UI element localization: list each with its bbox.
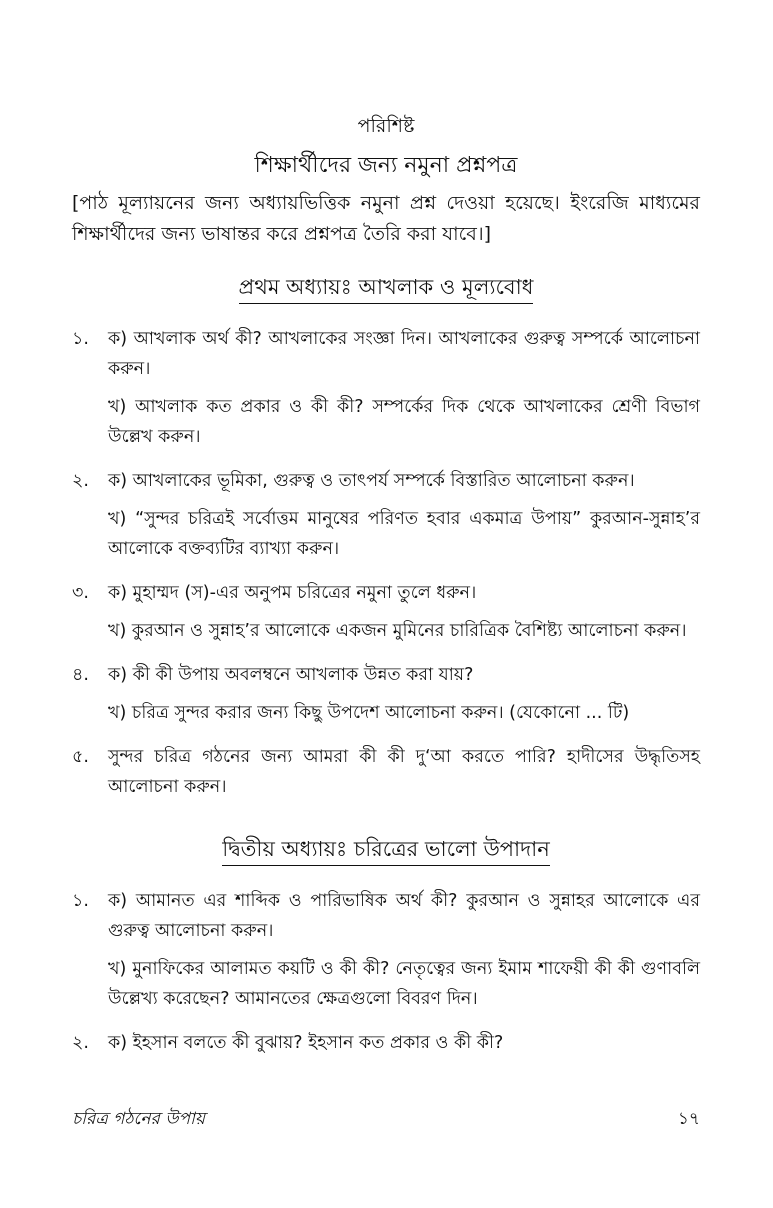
question-part: খ) মুনাফিকের আলামত কয়টি ও কী কী? নেতৃত্বের জন্য ইমাম শাফেয়ী কী কী গুণাবলি উল্লেখ্য করেছেন? আমানতের ক্ষেত্রগুলো বিবরণ দিন। bbox=[108, 959, 700, 1009]
question-number: ১. bbox=[72, 891, 89, 911]
question-number: ১. bbox=[72, 329, 89, 349]
document-page bbox=[72, 112, 700, 1090]
chapter-heading bbox=[72, 272, 700, 304]
question-part: ক) আখলাকের ভূমিকা, গুরুত্ব ও তাৎপর্য সম্পর্কে বিস্তারিত আলোচনা করুন। bbox=[108, 471, 635, 491]
question-number: ২. bbox=[72, 471, 89, 491]
question-body bbox=[108, 324, 700, 460]
question-number: ২. bbox=[72, 1033, 89, 1053]
question-part: খ) “সুন্দর চরিত্রই সর্বোত্তম মানুষের পরিণত হবার একমাত্র উপায়” কুরআন-সুন্নাহ’র আলোকে বক্তব্যটির ব্যাখ্যা করুন। bbox=[108, 509, 700, 559]
chapter-heading bbox=[72, 834, 700, 866]
intro-note: [পাঠ মূল্যায়নের জন্য অধ্যায়ভিত্তিক নমুনা প্রশ্ন দেওয়া হয়েছে। ইংরেজি মাধ্যমের শিক্ষার্থীদের জন্য ভাষান্তর করে প্রশ্নপত্র তৈরি করা যাবে।] bbox=[72, 192, 700, 245]
chapters-container bbox=[72, 272, 700, 1066]
question-item bbox=[72, 578, 700, 654]
question-body bbox=[108, 660, 700, 736]
question-body bbox=[108, 466, 700, 572]
question-part: খ) কুরআন ও সুন্নাহ’র আলোকে একজন মুমিনের চারিত্রিক বৈশিষ্ট্য আলোচনা করুন। bbox=[108, 621, 687, 641]
question-item bbox=[72, 324, 700, 460]
question-number: ৪. bbox=[72, 665, 89, 685]
question-part: সুন্দর চরিত্র গঠনের জন্য আমরা কী কী দু‘আ করতে পারি? হাদীসের উদ্ধৃতিসহ আলোচনা করুন। bbox=[108, 747, 700, 797]
question-part: খ) চরিত্র সুন্দর করার জন্য কিছু উপদেশ আলোচনা করুন। (যেকোনো ... টি) bbox=[108, 703, 630, 723]
chapter-heading-text: দ্বিতীয় অধ্যায়ঃ চরিত্রের ভালো উপাদান bbox=[222, 834, 550, 866]
question-number: ৫. bbox=[72, 747, 89, 767]
chapter-block bbox=[72, 272, 700, 810]
chapter-heading-text: প্রথম অধ্যায়ঃ আখলাক ও মূল্যবোধ bbox=[239, 272, 534, 304]
question-part: ক) কী কী উপায় অবলম্বনে আখলাক উন্নত করা যায়? bbox=[108, 665, 474, 685]
question-number: ৩. bbox=[72, 583, 89, 603]
appendix-label: পরিশিষ্ট bbox=[357, 115, 415, 137]
footer-book-title: চরিত্র গঠনের উপায় bbox=[72, 1109, 205, 1129]
question-item bbox=[72, 886, 700, 1022]
question-part: ক) আখলাক অর্থ কী? আখলাকের সংজ্ঞা দিন। আখলাকের গুরুত্ব সম্পর্কে আলোচনা করুন। bbox=[108, 329, 700, 379]
question-part: ক) ইহসান বলতে কী বুঝায়? ইহসান কত প্রকার ও কী কী? bbox=[108, 1033, 504, 1053]
question-part: ক) আমানত এর শাব্দিক ও পারিভাষিক অর্থ কী? কুরআন ও সুন্নাহর আলোকে এর গুরুত্ব আলোচনা করুন। bbox=[108, 891, 700, 941]
question-item bbox=[72, 660, 700, 736]
question-body bbox=[108, 742, 700, 810]
question-body bbox=[108, 578, 700, 654]
question-body bbox=[108, 886, 700, 1022]
question-part: ক) মুহাম্মদ (স)-এর অনুপম চরিত্রের নমুনা তুলে ধরুন। bbox=[108, 583, 477, 603]
page-title: শিক্ষার্থীদের জন্য নমুনা প্রশ্নপত্র bbox=[254, 153, 518, 178]
page-number: ১৭ bbox=[677, 1109, 700, 1129]
question-item bbox=[72, 466, 700, 572]
question-item bbox=[72, 742, 700, 810]
page-footer bbox=[72, 1106, 700, 1134]
chapter-block bbox=[72, 834, 700, 1066]
question-body bbox=[108, 1028, 700, 1066]
question-item bbox=[72, 1028, 700, 1066]
question-part: খ) আখলাক কত প্রকার ও কী কী? সম্পর্কের দিক থেকে আখলাকের শ্রেণী বিভাগ উল্লেখ করুন। bbox=[108, 397, 700, 447]
